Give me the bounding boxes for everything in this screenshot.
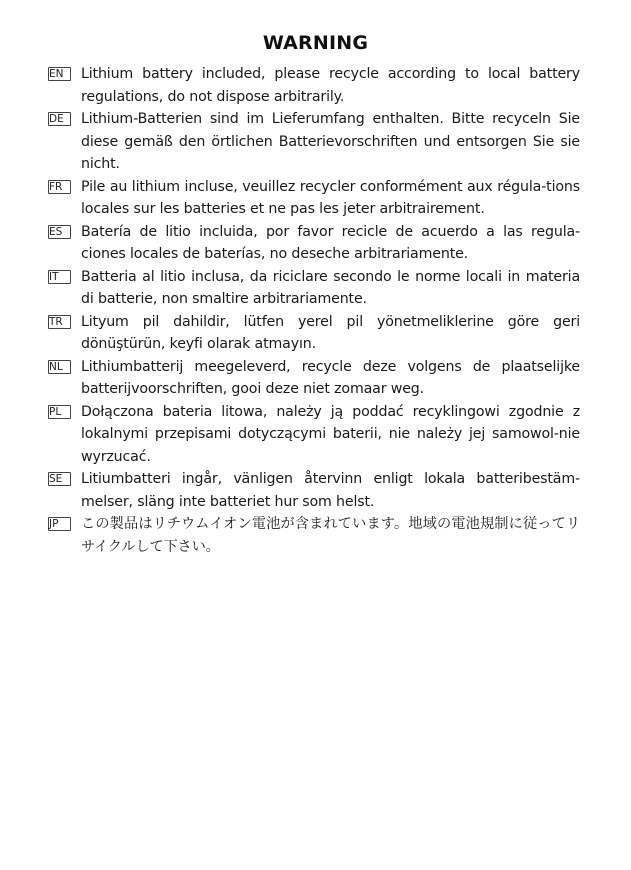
language-code-badge: ES [48, 225, 71, 239]
warning-entry-jp [48, 513, 580, 558]
warning-text: Litiumbatteri ingår, vänligen återvinn enligt lokala batteribestäm-melser, släng inte batteriet hur som helst. [81, 471, 580, 510]
warning-entry-se [48, 468, 580, 513]
warning-text: Pile au lithium incluse, veuillez recycler conformément aux régula-tions locales sur les batteries et ne pas les jeter arbitrairement. [81, 178, 580, 217]
warning-text: Lithium battery included, please recycle according to local battery regulations, do not dispose arbitrarily. [81, 66, 580, 105]
warning-text: Batteria al litio inclusa, da riciclare secondo le norme locali in materia di batterie, non smaltire arbitrariamente. [81, 268, 580, 307]
warning-entry-de [48, 108, 580, 176]
language-code-badge: EN [48, 67, 71, 81]
warning-text: Lithium-Batterien sind im Lieferumfang enthalten. Bitte recyceln Sie diese gemäß den örtlichen Batterievorschriften und entsorgen Sie sie nicht. [81, 111, 580, 172]
warning-entry-es [48, 221, 580, 266]
language-code-badge: NL [48, 360, 71, 374]
language-code-badge: TR [48, 315, 71, 329]
language-code-badge: FR [48, 180, 71, 194]
warning-text: Dołączona bateria litowa, należy ją poddać recyklingowi zgodnie z lokalnymi przepisami dotyczącymi baterii, nie należy jej samowol-nie wyrzucać. [81, 403, 580, 465]
warning-entry-pl [48, 401, 580, 469]
language-code-badge: PL [48, 405, 71, 419]
page-title: WARNING [262, 32, 369, 54]
language-code-badge: JP [48, 517, 71, 531]
warning-list [48, 63, 580, 558]
language-code-badge: DE [48, 112, 71, 126]
warning-entry-tr [48, 311, 580, 356]
warning-text: Lithiumbatterij meegeleverd, recycle deze volgens de plaatselijke batterijvoorschriften, gooi deze niet zomaar weg. [81, 358, 580, 397]
warning-text: Lityum pil dahildir, lütfen yerel pil yönetmeliklerine göre geri dönüştürün, keyfi olarak atmayın. [81, 313, 580, 352]
warning-text: この製品はリチウムイオン電池が含まれています。地域の電池規制に従ってリサイクルして下さい。 [81, 516, 580, 555]
warning-entry-it [48, 266, 580, 311]
warning-entry-fr [48, 176, 580, 221]
warning-entry-nl [48, 356, 580, 401]
warning-entry-en [48, 63, 580, 108]
language-code-badge: IT [48, 270, 71, 284]
warning-text: Batería de litio incluida, por favor recicle de acuerdo a las regula-ciones locales de baterías, no deseche arbitrariamente. [81, 223, 580, 262]
language-code-badge: SE [48, 472, 71, 486]
